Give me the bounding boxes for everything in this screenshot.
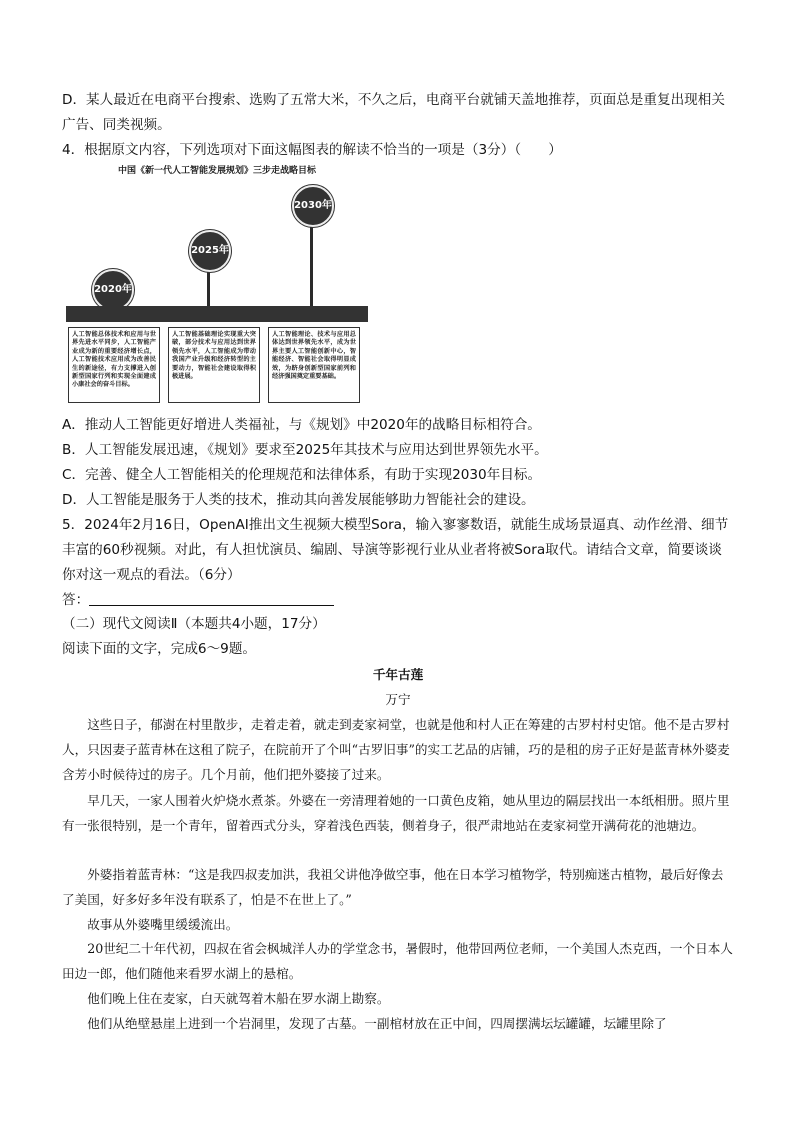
q5-stem: 5．2024年2月16日，OpenAI推出文生视频大模型Sora，输入寥寥数语，就能生成场景逼真、动作丝滑、细节丰富的60秒视频。对此，有人担忧演员、编剧、导演等影视行业从业者将被Sora取代。请结合文章，简要谈谈你对这一观点的看法。（6分） [62,517,729,583]
strategy-figure [62,163,372,413]
story-paragraph: 早几天，一家人围着火炉烧水煮茶。外婆在一旁清理着她的一口黄色皮箱，她从里边的隔层找出一本纸相册。照片里有一张很特别，是一个青年，留着西式分头，穿着浅色西装，侧着身子，很严肃地站在麦家祠堂开满荷花的池塘边。 [62,793,730,833]
milestone-2020-text: 人工智能总体技术和应用与世界先进水平同步，人工智能产业成为新的重要经济增长点，人工智能技术应用成为改善民生的新途径，有力支撑进入创新型国家行列和实现全面建成小康社会的奋斗目标。 [68,327,160,403]
milestone-2030-text: 人工智能理论、技术与应用总体达到世界领先水平，成为世界主要人工智能创新中心，智能经济、智能社会取得明显成效，为跻身创新型国家前列和经济强国奠定重要基础。 [268,327,360,403]
figure-title: 中国《新一代人工智能发展规划》三步走战略目标 [117,166,316,176]
section-heading: （二）现代文阅读Ⅱ（本题共4小题，17分） [62,616,326,632]
q4-option-a: A．推动人工智能更好增进人类福祉，与《规划》中2020年的战略目标相符合。 [62,417,541,433]
story-paragraph: 故事从外婆嘴里缓缓流出。 [87,917,239,932]
story-paragraph: 他们从绝壁悬崖上进到一个岩洞里，发现了古墓。一副棺材放在正中间，四周摆满坛坛罐罐，坛罐里除了 [87,1016,667,1031]
reading-instruction: 阅读下面的文字，完成6～9题。 [62,641,257,657]
story-paragraph: 他们晚上住在麦家，白天就驾着木船在罗水湖上勘察。 [87,991,390,1006]
timeline-bar [66,306,368,322]
story-paragraph: 这些日子，郁澍在村里散步，走着走着，就走到麦家祠堂，也就是他和村人正在筹建的古罗村村史馆。他不是古罗村人，只因妻子蓝青林在这租了院子，在院前开了个叫“古罗旧事”的实工艺品的店铺，巧的是租的房子正好是蓝青林外婆麦含芳小时候待过的房子。几个月前，他们把外婆接了过来。 [62,717,730,782]
q4-option-d: D．人工智能是服务于人类的技术，推动其向善发展能够助力智能社会的建设。 [62,492,535,508]
q4-option-c: C．完善、健全人工智能相关的伦理规范和法律体系，有助于实现2030年目标。 [62,467,542,483]
milestone-2030-pin: 2030年 [292,185,334,227]
story-paragraph: 20世纪二十年代初，四叔在省会枫城洋人办的学堂念书，暑假时，他带回两位老师，一个美国人杰克西，一个日本人田边一郎，他们随他来看罗水湖上的悬棺。 [62,941,733,981]
q3-option-d: D．某人最近在电商平台搜索、选购了五常大米，不久之后，电商平台就铺天盖地推荐，页面总是重复出现相关广告、同类视频。 [62,92,725,133]
milestone-2020-pin: 2020年 [92,269,134,311]
answer-line [62,588,734,613]
q4-option-b: B．人工智能发展迅速，《规划》要求至2025年其技术与应用达到世界领先水平。 [62,442,548,458]
answer-blank [89,591,334,606]
milestone-2030-pole [310,218,313,307]
answer-label: 答： [62,592,90,608]
q4-stem: 4．根据原文内容，下列选项对下面这幅图表的解读不恰当的一项是（3分）（ ） [62,142,562,158]
milestone-2025-pin: 2025年 [189,230,231,272]
milestone-2025-text: 人工智能基础理论实现重大突破，部分技术与应用达到世界领先水平，人工智能成为带动我国产业升级和经济转型的主要动力，智能社会建设取得积极进展。 [168,327,260,403]
story-paragraph: 外婆指着蓝青林：“这是我四叔麦加洪，我祖父讲他净做空事，他在日本学习植物学，特别痴迷古植物，最后好像去了美国，好多好多年没有联系了，怕是不在世上了。” [62,867,724,907]
story-author: 万宁 [385,692,411,707]
story-title: 千年古莲 [372,667,424,682]
